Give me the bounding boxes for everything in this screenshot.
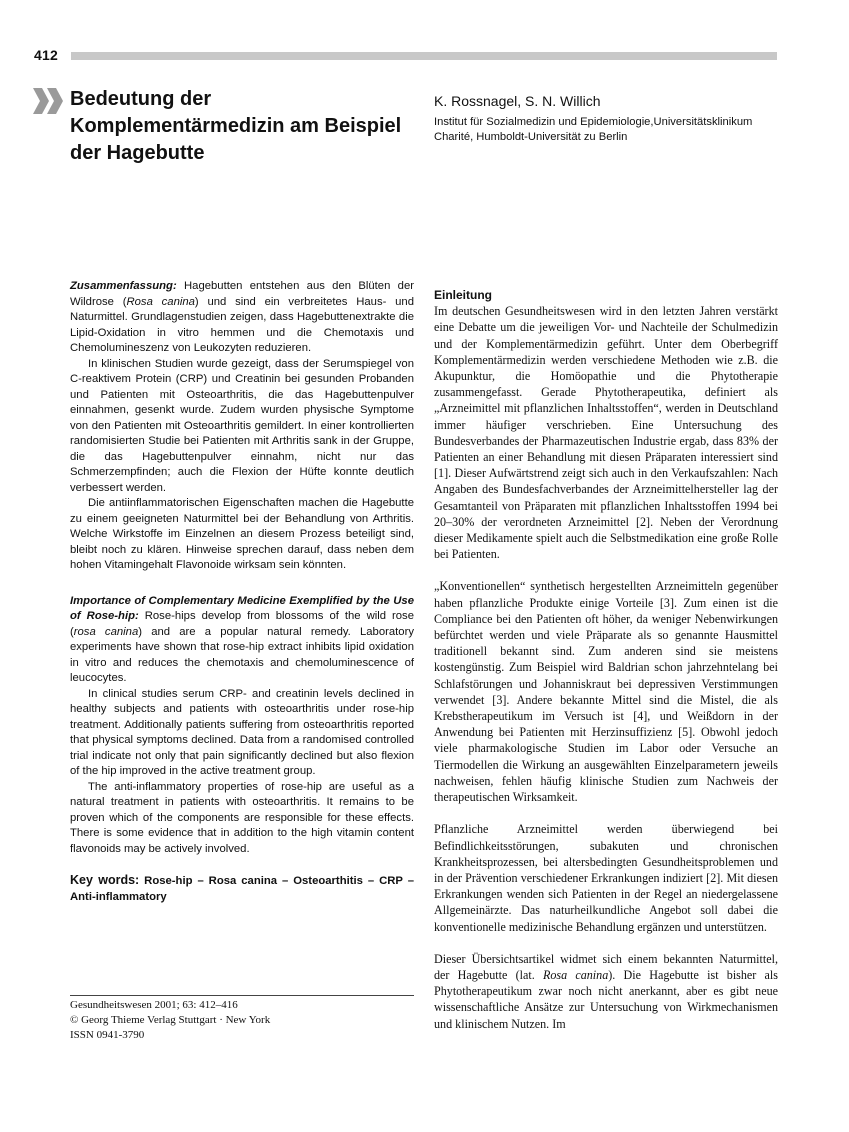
summary-en-label: Importance of Complementary Medicine Exemplified by the Use of Rose-hip: xyxy=(70,594,414,622)
publication-footer xyxy=(70,998,414,1043)
double-chevron-icon xyxy=(33,88,67,114)
summary-de-text: Hagebutten entstehen aus den Blüten der Wildrose ( xyxy=(70,280,414,308)
summary-en-paragraph xyxy=(70,594,414,687)
citation: Gesundheitswesen 2001; 63: 412–416 xyxy=(70,999,238,1011)
footer-rule xyxy=(70,995,414,996)
latin-name: Rosa canina xyxy=(542,967,609,982)
summary-en-paragraph: The anti-inflammatory properties of rose-hip are useful as a natural treatment in patients with osteoarthritis. It remains to be proven which of the components are responsible for these effects. There is some evidence that in addition to the high vitamin content flavonoids may be actively involved. xyxy=(70,780,414,855)
keywords xyxy=(70,873,414,905)
summary-de-paragraph xyxy=(70,279,414,357)
abstract-column xyxy=(70,279,414,905)
summary-de-paragraph: Die antiinflammatorischen Eigenschaften machen die Hagebutte zu einem geeigneten Naturmittel bei der Behandlung von Arthritis. Welche Wirkstoffe im Einzelnen an diesem Prozess beteiligt sind, bleibt noch zu klären. Hinweise sprechen darauf, dass neben dem hohen Vitamingehalt Flavonoide wirksam sein könnten. xyxy=(70,497,414,571)
latin-name: Rosa canina xyxy=(126,295,195,308)
keywords-text: Rose-hip – Rosa canina – Osteoarthitis – CRP – Anti-inflammatory xyxy=(70,875,414,903)
authors: K. Rossnagel, S. N. Willich xyxy=(434,93,601,109)
copyright: © Georg Thieme Verlag Stuttgart · New York xyxy=(70,1014,271,1026)
latin-name: rosa canina xyxy=(73,625,139,638)
body-paragraph: „Konventionellen“ synthetisch hergestellten Arzneimitteln gegenüber haben pflanzliche Produkte einige Vorteile [3]. Zum einen ist die Compliance bei den Patienten oft höher, da weniger Nebenwirkungen befürchtet werden und viele Präparate als so genannte Hausmittel traditionell bekannt sind. Zum anderen sind sie meistens kostengünstig. Zum Beispiel wird Baldrian schon jahrzehntelang bei Schlafstörungen und Johanniskraut bei depressiven Verstimmungen verwendet [3]. Andere bekannte Mittel sind die Mistel, die als Krebstherapeutikum im Versuch ist [4], und Weißdorn in der Anwendung bei Patienten mit Herzinsuffizienz [5]. Obwohl jedoch viele pharmakologische Studien im Labor oder Versuche an Tiermodellen die Wirkung an ausgewählten Einzelparametern jeweils nachweisen, fehlen häufig klinische Studien zum Nachweis der therapeutischen Wirksamkeit. xyxy=(434,579,778,805)
body-column xyxy=(434,287,778,1032)
summary-en-text: ) and are a popular natural remedy. Laboratory experiments have shown that rose-hip extract inhibits lipid oxidation in vitro and reduces the chemotaxis and chemoluminescence of leucocytes. xyxy=(70,625,414,684)
summary-de-label: Zusammenfassung: xyxy=(70,280,177,292)
body-text: ). Die Hagebutte ist bisher als Phytotherapeutikum zwar noch nicht anerkannt, aber es gibt neue wissenschaftliche Ansätze zur Untersuchung von Wirkmechanismen und klinischem Nutzen. Im xyxy=(434,967,778,1031)
body-paragraph xyxy=(434,951,778,1032)
page-number: 412 xyxy=(34,47,58,63)
summary-de-text: ) und sind ein verbreitetes Haus- und Naturmittel. Grundlagenstudien zeigen, dass Hagebuttenextrakte die Lipid-Oxidation in vitro hemmen und die Chemotaxis und Chemolumineszenz von Leukozyten reduzieren. xyxy=(70,295,414,354)
keywords-label: Key words: xyxy=(70,873,140,887)
summary-en-paragraph: In clinical studies serum CRP- and creatinin levels declined in healthy subjects and patients with osteoarthritis under rose-hip treatment. Additionally patients suffering from osteoarthritis reported that physical symptoms declined. Data from a randomised controlled trial indicate not only that pain significantly declined but also flexion of the hip improved in the active treatment group. xyxy=(70,687,414,777)
section-heading: Einleitung xyxy=(434,288,492,302)
body-paragraph: Pflanzliche Arzneimittel werden überwiegend bei Befindlichkeitsstörungen, subakuten und chronischen Krankheitsprozessen, bei altersbedingten Gesundheitsproblemen und in der Prävention verschiedener Erkrankungen indiziert [2]. Mit diesen Erkrankungen wenden sich Patienten in der Regel an niedergelassene Allgemeinärzte. Das naturheilkundliche Angebot soll dabei die konventionelle medizinische Behandlung ergänzen und unterstützen. xyxy=(434,822,778,934)
summary-en-text: Rose-hips develop from blossoms of the wild rose ( xyxy=(70,610,414,638)
article-title: Bedeutung der Komplementärmedizin am Beispiel der Hagebutte xyxy=(70,88,402,164)
issn: ISSN 0941-3790 xyxy=(70,1029,145,1041)
body-text: Dieser Übersichtsartikel widmet sich einem bekannten Naturmittel, der Hagebutte (lat. xyxy=(434,951,778,982)
summary-de-paragraph: In klinischen Studien wurde gezeigt, dass der Serumspiegel von C-reaktivem Protein (CRP) und Creatinin bei gesunden Probanden und Patienten mit Osteoarthritis, die das Hagebuttenpulver einnahmen, gesenkt wurde. Zudem wurden physische Symptome von den Patienten mit Osteoarthritis gemildert. In einer kontrollierten randomisierten Studie bei Patienten mit Arthritis sank in der Gruppe, die das Hagebuttenpulver einnahm, nicht nur das Schmerzempfinden; auch die Flexion der Hüfte konnte deutlich verbessert werden. xyxy=(70,357,414,494)
body-paragraph: Im deutschen Gesundheitswesen wird in den letzten Jahren verstärkt eine Debatte um die jeweiligen Vor- und Nachteile der Schulmedizin und der Komplementärmedizin geführt. Unter dem Oberbegriff Komplementärmedizin werden verschiedene Methoden wie z.B. die Akupunktur, die Homöopathie und die Phytotherapie zusammengefasst. Gerade Phytotherapeutika, definiert als „Arzneimittel mit pflanzlichen Inhaltsstoffen“, werden in Deutschland immer häufiger verschrieben. Eine Untersuchung des Bundesverbandes der Pharmazeutischen Industrie ergab, dass 83% der Patienten an einer Behandlung mit diesen Präparaten interessiert sind [1]. Dieser Aufwärtstrend zeigt sich auch in den Verkaufszahlen: Nach Angaben des Bundesfachverbandes der Arzneimittelhersteller lag der Gesamtanteil von Präparaten mit pflanzlichen Inhaltsstoffen 1994 bei 20–30% der verordneten Arzneimittel [2]. Neben der Verordnung dieser Medikamente spielt auch die Selbstmedikation eine große Rolle bei Patienten. xyxy=(434,304,778,562)
affiliation: Institut für Sozialmedizin und Epidemiologie,Universitätsklinikum Charité, Humboldt-Universität zu Berlin xyxy=(434,116,753,143)
header-rule xyxy=(71,52,777,60)
